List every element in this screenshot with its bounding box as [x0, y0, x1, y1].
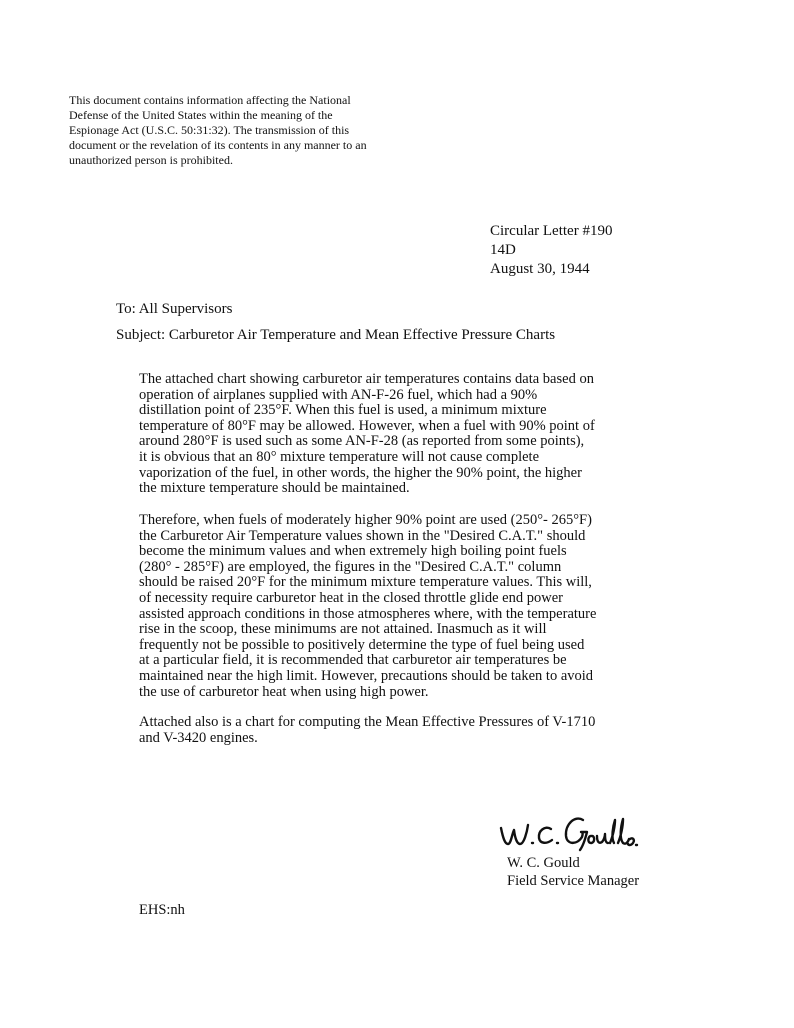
- reference-code: 14D: [490, 242, 516, 258]
- body-line: The attached chart showing carburetor air temperatures contains data based on: [139, 371, 594, 387]
- signatory-name: W. C. Gould: [507, 855, 580, 871]
- body-line: (280° - 285°F) are employed, the figures in the "Desired C.A.T." column: [139, 558, 562, 575]
- body-line: it is obvious that an 80° mixture temperature will not cause complete: [139, 448, 540, 465]
- reference-block: [490, 222, 612, 279]
- body-line: and V-3420 engines.: [139, 729, 258, 746]
- letter-date: August 30, 1944: [490, 261, 590, 277]
- notice-line: document or the revelation of its contents in any manner to an: [69, 138, 367, 152]
- typist-initials: EHS:nh: [139, 902, 185, 918]
- body-paragraph-3: [139, 715, 639, 746]
- body-line: Attached also is a chart for computing the Mean Effective Pressures of V-1710: [139, 714, 596, 730]
- body-line: assisted approach conditions in those atmospheres where, with the temperature: [139, 605, 597, 622]
- notice-line: Defense of the United States within the meaning of the: [69, 108, 333, 122]
- notice-line: Espionage Act (U.S.C. 50:31:32). The transmission of this: [69, 123, 350, 137]
- subject-line: Subject: Carburetor Air Temperature and Mean Effective Pressure Charts: [116, 327, 556, 343]
- body-line: of necessity require carburetor heat in the closed throttle glide end power: [139, 589, 563, 606]
- notice-line: This document contains information affecting the National: [69, 93, 351, 107]
- body-line: the mixture temperature should be maintained.: [139, 480, 410, 497]
- circular-number: Circular Letter #190: [490, 223, 613, 239]
- body-line: Therefore, when fuels of moderately higher 90% point are used (250°- 265°F): [139, 512, 592, 528]
- body-line: around 280°F is used such as some AN-F-28 (as reported from some points),: [139, 433, 585, 450]
- body-paragraph-1: [139, 372, 639, 497]
- body-line: rise in the scoop, these minimums are not attained. Inasmuch as it will: [139, 621, 547, 638]
- addressee-line: To: All Supervisors: [116, 301, 233, 317]
- handwritten-signature: [497, 812, 647, 854]
- body-line: at a particular field, it is recommended that carburetor air temperatures be: [139, 652, 567, 669]
- body-line: operation of airplanes supplied with AN-F-26 fuel, which had a 90%: [139, 386, 538, 403]
- body-line: become the minimum values and when extremely high boiling point fuels: [139, 543, 567, 560]
- security-notice: [69, 93, 399, 168]
- notice-line: unauthorized person is prohibited.: [69, 153, 233, 167]
- body-line: distillation point of 235°F. When this fuel is used, a minimum mixture: [139, 402, 547, 419]
- body-line: maintained near the high limit. However, precautions should be taken to avoid: [139, 667, 594, 684]
- body-paragraph-2: [139, 513, 639, 700]
- body-line: the use of carburetor heat when using high power.: [139, 683, 429, 700]
- body-line: the Carburetor Air Temperature values shown in the "Desired C.A.T." should: [139, 527, 586, 544]
- body-line: should be raised 20°F for the minimum mixture temperature values. This will,: [139, 574, 592, 591]
- signatory-title: Field Service Manager: [507, 873, 640, 889]
- body-line: vaporization of the fuel, in other words, the higher the 90% point, the higher: [139, 464, 582, 481]
- body-line: frequently not be possible to positively determine the type of fuel being used: [139, 636, 585, 653]
- body-line: temperature of 80°F may be allowed. However, when a fuel with 90% point of: [139, 417, 595, 434]
